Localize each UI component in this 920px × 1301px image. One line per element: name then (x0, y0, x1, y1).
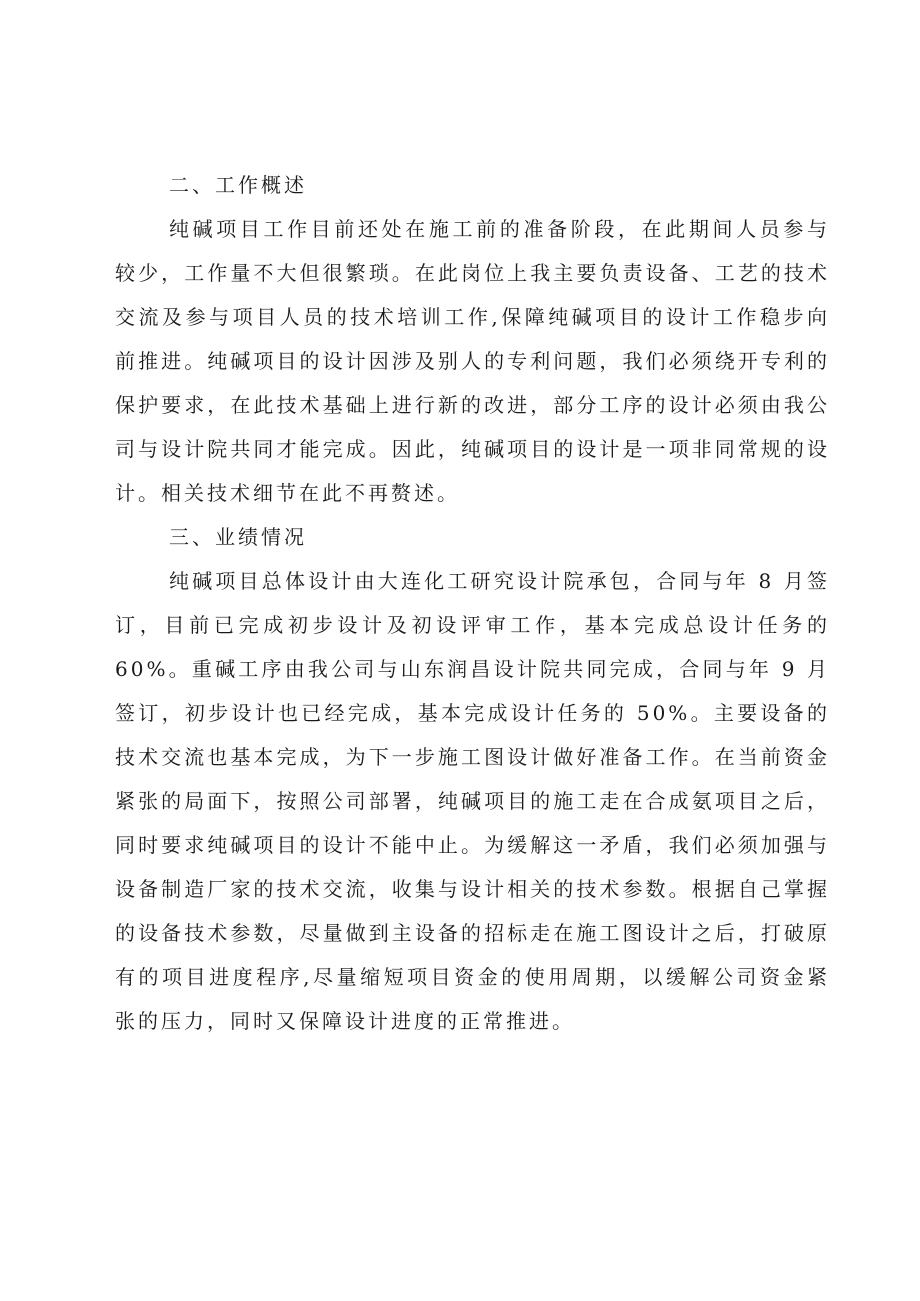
section-paragraph-performance: 纯碱项目总体设计由大连化工研究设计院承包，合同与年 8 月签订，目前已完成初步设计及初设评审工作，基本完成总设计任务的60%。重碱工序由我公司与山东润昌设计院共同完成，合同与年 9 月签订，初步设计也已经完成，基本完成设计任务的 50%。主要设备的技术交流也基本完成，为下一步施工图设计做好准备工作。在当前资金紧张的局面下，按照公司部署，纯碱项目的施工走在合成氨项目之后，同时要求纯碱项目的设计不能中止。为缓解这一矛盾，我们必须加强与设备制造厂家的技术交流，收集与设计相关的技术参数。根据自己掌握的设备技术参数，尽量做到主设备的招标走在施工图设计之后，打破原有的项目进度程序,尽量缩短项目资金的使用周期，以缓解公司资金紧张的压力，同时又保障设计进度的正常推进。 (115, 569, 830, 1033)
section-paragraph-work-overview: 纯碱项目工作目前还处在施工前的准备阶段，在此期间人员参与较少，工作量不大但很繁琐。在此岗位上我主要负责设备、工艺的技术交流及参与项目人员的技术培训工作,保障纯碱项目的设计工作稳步向前推进。纯碱项目的设计因涉及别人的专利问题，我们必须绕开专利的保护要求，在此技术基础上进行新的改进，部分工序的设计必须由我公司与设计院共同才能完成。因此，纯碱项目的设计是一项非同常规的设计。相关技术细节在此不再赘述。 (115, 217, 830, 505)
section-heading-work-overview: 二、工作概述 (169, 173, 307, 197)
section-heading-performance: 三、业绩情况 (169, 525, 307, 549)
document-body (115, 163, 830, 1043)
